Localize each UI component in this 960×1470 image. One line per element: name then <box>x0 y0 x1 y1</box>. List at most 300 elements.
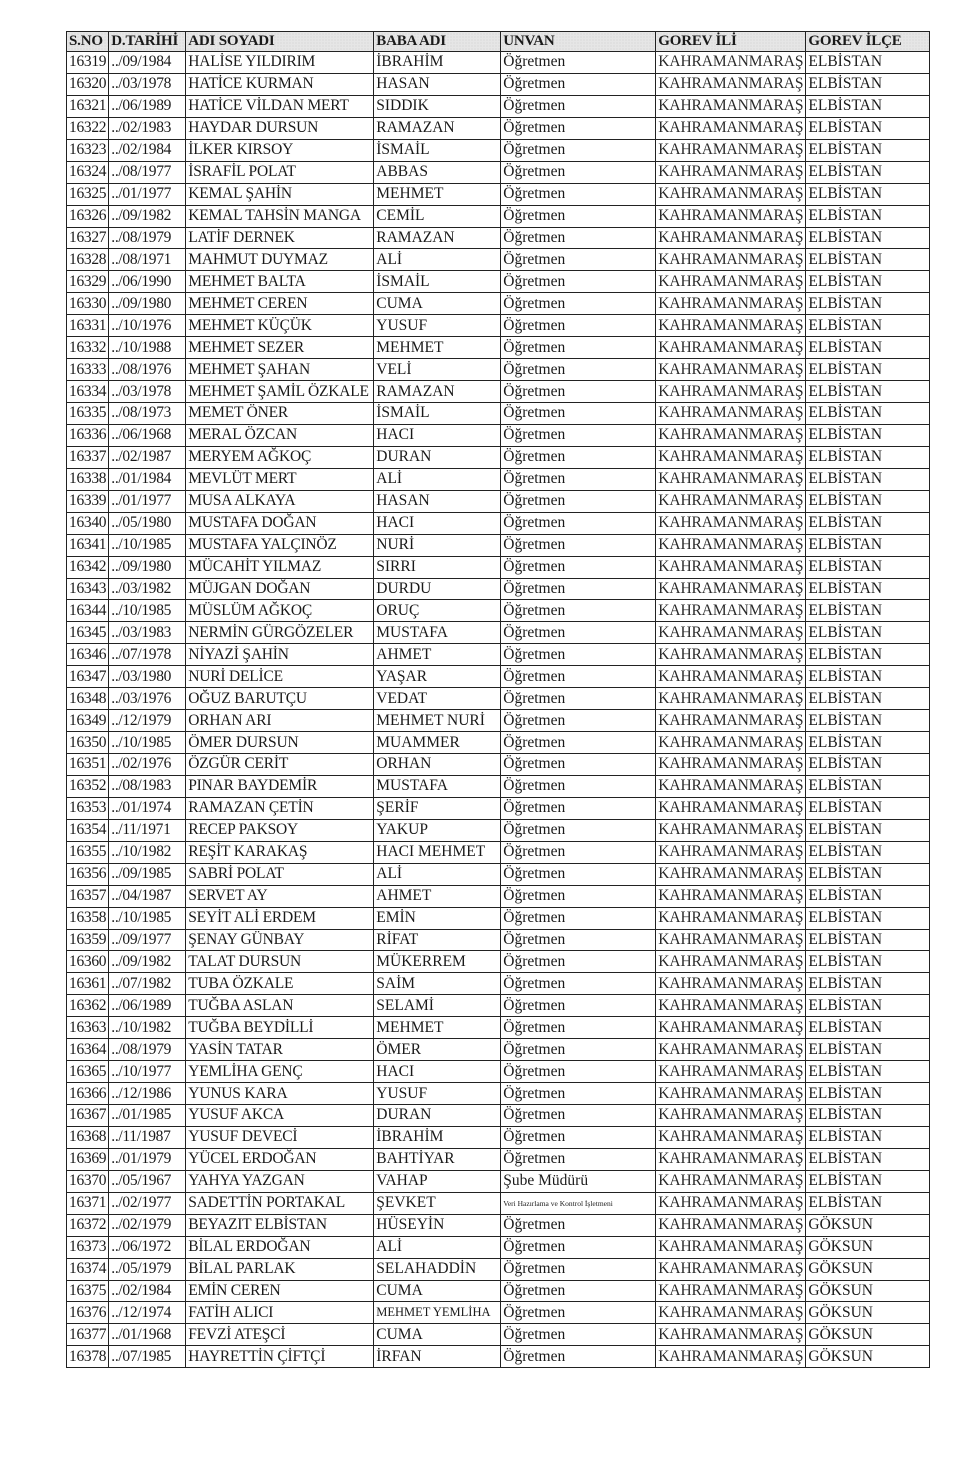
cell-full-name: BEYAZIT ELBİSTAN <box>186 1214 374 1236</box>
cell-province: KAHRAMANMARAŞ <box>656 1039 806 1061</box>
cell-district: GÖKSUN <box>806 1302 930 1324</box>
cell-full-name: HAYRETTİN ÇİFTÇİ <box>186 1346 374 1368</box>
cell-province: KAHRAMANMARAŞ <box>656 732 806 754</box>
cell-district: ELBİSTAN <box>806 1148 930 1170</box>
cell-sno: 16365 <box>67 1061 109 1083</box>
cell-title: Öğretmen <box>501 293 656 315</box>
cell-full-name: MEHMET BALTA <box>186 271 374 293</box>
cell-province: KAHRAMANMARAŞ <box>656 754 806 776</box>
cell-full-name: EMİN CEREN <box>186 1280 374 1302</box>
cell-title: Şube Müdürü <box>501 1170 656 1192</box>
cell-district: ELBİSTAN <box>806 710 930 732</box>
cell-full-name: MUSTAFA YALÇINÖZ <box>186 534 374 556</box>
table-row <box>67 117 930 139</box>
table-row <box>67 754 930 776</box>
cell-full-name: BİLAL ERDOĞAN <box>186 1236 374 1258</box>
cell-birth-date: ../10/1977 <box>109 1061 186 1083</box>
header-province: GOREV İLİ <box>656 32 806 52</box>
cell-father-name: MUSTAFA <box>374 622 501 644</box>
table-row <box>67 1258 930 1280</box>
cell-birth-date: ../10/1985 <box>109 600 186 622</box>
cell-full-name: PINAR BAYDEMİR <box>186 775 374 797</box>
cell-sno: 16349 <box>67 710 109 732</box>
cell-title: Öğretmen <box>501 1324 656 1346</box>
cell-birth-date: ../01/1985 <box>109 1105 186 1127</box>
table-row <box>67 271 930 293</box>
cell-father-name: YAKUP <box>374 819 501 841</box>
cell-full-name: İSRAFİL POLAT <box>186 161 374 183</box>
cell-province: KAHRAMANMARAŞ <box>656 183 806 205</box>
cell-title: Öğretmen <box>501 819 656 841</box>
cell-father-name: RAMAZAN <box>374 381 501 403</box>
cell-title: Öğretmen <box>501 1280 656 1302</box>
cell-district: ELBİSTAN <box>806 666 930 688</box>
cell-birth-date: ../09/1980 <box>109 293 186 315</box>
cell-province: KAHRAMANMARAŞ <box>656 863 806 885</box>
cell-birth-date: ../05/1979 <box>109 1258 186 1280</box>
cell-father-name: MUSTAFA <box>374 775 501 797</box>
cell-full-name: MEVLÜT MERT <box>186 468 374 490</box>
cell-father-name: ORHAN <box>374 754 501 776</box>
cell-birth-date: ../08/1983 <box>109 775 186 797</box>
cell-title: Öğretmen <box>501 710 656 732</box>
cell-sno: 16331 <box>67 315 109 337</box>
cell-full-name: SABRİ POLAT <box>186 863 374 885</box>
cell-birth-date: ../10/1985 <box>109 732 186 754</box>
table-row <box>67 1126 930 1148</box>
header-birth-date: D.TARİHİ <box>109 32 186 52</box>
cell-father-name: ŞEVKET <box>374 1192 501 1214</box>
cell-title: Öğretmen <box>501 337 656 359</box>
cell-title: Öğretmen <box>501 424 656 446</box>
cell-birth-date: ../06/1989 <box>109 95 186 117</box>
cell-title: Öğretmen <box>501 1061 656 1083</box>
cell-birth-date: ../02/1977 <box>109 1192 186 1214</box>
cell-birth-date: ../07/1982 <box>109 973 186 995</box>
cell-province: KAHRAMANMARAŞ <box>656 293 806 315</box>
cell-sno: 16340 <box>67 512 109 534</box>
cell-father-name: MEHMET <box>374 1017 501 1039</box>
cell-title: Öğretmen <box>501 1083 656 1105</box>
cell-birth-date: ../04/1987 <box>109 885 186 907</box>
cell-father-name: HACI <box>374 1061 501 1083</box>
cell-birth-date: ../08/1979 <box>109 1039 186 1061</box>
cell-father-name: ALİ <box>374 249 501 271</box>
cell-province: KAHRAMANMARAŞ <box>656 885 806 907</box>
cell-title: Öğretmen <box>501 666 656 688</box>
cell-district: ELBİSTAN <box>806 73 930 95</box>
table-row <box>67 885 930 907</box>
cell-father-name: RAMAZAN <box>374 227 501 249</box>
cell-sno: 16378 <box>67 1346 109 1368</box>
cell-sno: 16339 <box>67 490 109 512</box>
cell-title: Öğretmen <box>501 1017 656 1039</box>
table-row <box>67 1039 930 1061</box>
cell-district: ELBİSTAN <box>806 644 930 666</box>
cell-title: Öğretmen <box>501 775 656 797</box>
cell-sno: 16342 <box>67 556 109 578</box>
table-row <box>67 929 930 951</box>
cell-birth-date: ../10/1982 <box>109 841 186 863</box>
cell-sno: 16323 <box>67 139 109 161</box>
cell-birth-date: ../03/1982 <box>109 578 186 600</box>
cell-province: KAHRAMANMARAŞ <box>656 907 806 929</box>
cell-province: KAHRAMANMARAŞ <box>656 688 806 710</box>
cell-birth-date: ../08/1971 <box>109 249 186 271</box>
cell-province: KAHRAMANMARAŞ <box>656 644 806 666</box>
cell-full-name: MAHMUT DUYMAZ <box>186 249 374 271</box>
cell-sno: 16377 <box>67 1324 109 1346</box>
cell-father-name: MEHMET NURİ <box>374 710 501 732</box>
header-sno: S.NO <box>67 32 109 52</box>
table-row <box>67 1236 930 1258</box>
cell-father-name: HASAN <box>374 73 501 95</box>
cell-sno: 16319 <box>67 52 109 74</box>
cell-birth-date: ../01/1984 <box>109 468 186 490</box>
header-title: UNVAN <box>501 32 656 52</box>
table-row <box>67 490 930 512</box>
table-row <box>67 512 930 534</box>
table-row <box>67 183 930 205</box>
table-row <box>67 951 930 973</box>
cell-full-name: MEHMET KÜÇÜK <box>186 315 374 337</box>
cell-father-name: MEHMET YEMLİHA <box>374 1302 501 1324</box>
cell-province: KAHRAMANMARAŞ <box>656 1126 806 1148</box>
cell-district: ELBİSTAN <box>806 271 930 293</box>
header-full-name: ADI SOYADI <box>186 32 374 52</box>
cell-district: ELBİSTAN <box>806 183 930 205</box>
cell-district: ELBİSTAN <box>806 424 930 446</box>
cell-province: KAHRAMANMARAŞ <box>656 1214 806 1236</box>
cell-title: Öğretmen <box>501 1105 656 1127</box>
cell-sno: 16329 <box>67 271 109 293</box>
cell-father-name: İBRAHİM <box>374 52 501 74</box>
cell-province: KAHRAMANMARAŞ <box>656 1061 806 1083</box>
cell-province: KAHRAMANMARAŞ <box>656 446 806 468</box>
table-row <box>67 732 930 754</box>
cell-province: KAHRAMANMARAŞ <box>656 381 806 403</box>
table-row <box>67 1192 930 1214</box>
cell-full-name: MUSTAFA DOĞAN <box>186 512 374 534</box>
table-row <box>67 52 930 74</box>
cell-sno: 16321 <box>67 95 109 117</box>
cell-sno: 16367 <box>67 1105 109 1127</box>
cell-district: ELBİSTAN <box>806 249 930 271</box>
cell-sno: 16330 <box>67 293 109 315</box>
cell-sno: 16375 <box>67 1280 109 1302</box>
cell-full-name: MEHMET ŞAHAN <box>186 359 374 381</box>
cell-sno: 16344 <box>67 600 109 622</box>
cell-title: Öğretmen <box>501 732 656 754</box>
cell-father-name: SELAMİ <box>374 995 501 1017</box>
cell-title: Öğretmen <box>501 973 656 995</box>
cell-title: Öğretmen <box>501 797 656 819</box>
cell-birth-date: ../03/1983 <box>109 622 186 644</box>
table-row <box>67 403 930 425</box>
cell-province: KAHRAMANMARAŞ <box>656 622 806 644</box>
cell-father-name: HACI MEHMET <box>374 841 501 863</box>
cell-full-name: MEHMET ŞAMİL ÖZKALE <box>186 381 374 403</box>
cell-sno: 16348 <box>67 688 109 710</box>
cell-title: Öğretmen <box>501 841 656 863</box>
cell-sno: 16358 <box>67 907 109 929</box>
cell-province: KAHRAMANMARAŞ <box>656 249 806 271</box>
cell-full-name: OĞUZ BARUTÇU <box>186 688 374 710</box>
cell-district: ELBİSTAN <box>806 534 930 556</box>
cell-sno: 16372 <box>67 1214 109 1236</box>
cell-birth-date: ../09/1982 <box>109 951 186 973</box>
cell-province: KAHRAMANMARAŞ <box>656 973 806 995</box>
cell-full-name: YASİN TATAR <box>186 1039 374 1061</box>
cell-sno: 16361 <box>67 973 109 995</box>
cell-title: Öğretmen <box>501 117 656 139</box>
cell-province: KAHRAMANMARAŞ <box>656 797 806 819</box>
cell-sno: 16333 <box>67 359 109 381</box>
cell-title: Öğretmen <box>501 183 656 205</box>
table-row <box>67 1324 930 1346</box>
table-row <box>67 1105 930 1127</box>
cell-district: ELBİSTAN <box>806 337 930 359</box>
cell-province: KAHRAMANMARAŞ <box>656 205 806 227</box>
cell-province: KAHRAMANMARAŞ <box>656 1192 806 1214</box>
cell-full-name: HATİCE VİLDAN MERT <box>186 95 374 117</box>
cell-father-name: VEDAT <box>374 688 501 710</box>
table-row <box>67 797 930 819</box>
table-row <box>67 424 930 446</box>
cell-province: KAHRAMANMARAŞ <box>656 52 806 74</box>
cell-birth-date: ../11/1987 <box>109 1126 186 1148</box>
cell-full-name: REŞİT KARAKAŞ <box>186 841 374 863</box>
cell-father-name: CEMİL <box>374 205 501 227</box>
cell-title: Öğretmen <box>501 95 656 117</box>
cell-district: ELBİSTAN <box>806 52 930 74</box>
cell-district: ELBİSTAN <box>806 293 930 315</box>
cell-birth-date: ../02/1984 <box>109 1280 186 1302</box>
cell-full-name: YAHYA YAZGAN <box>186 1170 374 1192</box>
cell-province: KAHRAMANMARAŞ <box>656 841 806 863</box>
cell-province: KAHRAMANMARAŞ <box>656 1324 806 1346</box>
cell-full-name: TUĞBA BEYDİLLİ <box>186 1017 374 1039</box>
table-row <box>67 578 930 600</box>
cell-full-name: MÜJGAN DOĞAN <box>186 578 374 600</box>
cell-father-name: ABBAS <box>374 161 501 183</box>
table-row <box>67 907 930 929</box>
cell-district: ELBİSTAN <box>806 1039 930 1061</box>
cell-province: KAHRAMANMARAŞ <box>656 1148 806 1170</box>
cell-district: ELBİSTAN <box>806 1017 930 1039</box>
cell-title: Öğretmen <box>501 490 656 512</box>
cell-province: KAHRAMANMARAŞ <box>656 819 806 841</box>
cell-title: Öğretmen <box>501 1346 656 1368</box>
table-row <box>67 819 930 841</box>
cell-full-name: SADETTİN PORTAKAL <box>186 1192 374 1214</box>
cell-father-name: İSMAİL <box>374 403 501 425</box>
cell-full-name: BİLAL PARLAK <box>186 1258 374 1280</box>
cell-birth-date: ../01/1977 <box>109 490 186 512</box>
table-row <box>67 1214 930 1236</box>
cell-district: GÖKSUN <box>806 1280 930 1302</box>
cell-birth-date: ../03/1980 <box>109 666 186 688</box>
cell-birth-date: ../08/1976 <box>109 359 186 381</box>
cell-birth-date: ../10/1982 <box>109 1017 186 1039</box>
cell-father-name: RAMAZAN <box>374 117 501 139</box>
cell-district: ELBİSTAN <box>806 117 930 139</box>
cell-title: Öğretmen <box>501 359 656 381</box>
cell-birth-date: ../07/1978 <box>109 644 186 666</box>
cell-father-name: YAŞAR <box>374 666 501 688</box>
cell-title: Öğretmen <box>501 468 656 490</box>
cell-birth-date: ../06/1972 <box>109 1236 186 1258</box>
cell-province: KAHRAMANMARAŞ <box>656 139 806 161</box>
cell-district: ELBİSTAN <box>806 732 930 754</box>
cell-district: GÖKSUN <box>806 1324 930 1346</box>
cell-province: KAHRAMANMARAŞ <box>656 1170 806 1192</box>
cell-sno: 16353 <box>67 797 109 819</box>
cell-full-name: TUĞBA ASLAN <box>186 995 374 1017</box>
cell-full-name: LATİF DERNEK <box>186 227 374 249</box>
cell-sno: 16371 <box>67 1192 109 1214</box>
cell-district: ELBİSTAN <box>806 381 930 403</box>
cell-birth-date: ../07/1985 <box>109 1346 186 1368</box>
table-row <box>67 249 930 271</box>
cell-full-name: KEMAL ŞAHİN <box>186 183 374 205</box>
cell-title: Öğretmen <box>501 885 656 907</box>
cell-birth-date: ../01/1968 <box>109 1324 186 1346</box>
cell-father-name: YUSUF <box>374 315 501 337</box>
table-row <box>67 359 930 381</box>
cell-title: Öğretmen <box>501 556 656 578</box>
cell-full-name: TALAT DURSUN <box>186 951 374 973</box>
cell-sno: 16332 <box>67 337 109 359</box>
cell-birth-date: ../02/1979 <box>109 1214 186 1236</box>
table-row <box>67 863 930 885</box>
cell-title: Öğretmen <box>501 907 656 929</box>
cell-full-name: HAYDAR DURSUN <box>186 117 374 139</box>
cell-sno: 16373 <box>67 1236 109 1258</box>
cell-birth-date: ../05/1967 <box>109 1170 186 1192</box>
cell-full-name: MERYEM AĞKOÇ <box>186 446 374 468</box>
cell-province: KAHRAMANMARAŞ <box>656 490 806 512</box>
cell-father-name: MÜKERREM <box>374 951 501 973</box>
cell-district: ELBİSTAN <box>806 205 930 227</box>
table-row <box>67 600 930 622</box>
cell-full-name: MEHMET CEREN <box>186 293 374 315</box>
cell-title: Öğretmen <box>501 1148 656 1170</box>
cell-father-name: BAHTİYAR <box>374 1148 501 1170</box>
cell-birth-date: ../10/1985 <box>109 907 186 929</box>
table-row <box>67 1170 930 1192</box>
cell-title: Öğretmen <box>501 1126 656 1148</box>
cell-district: GÖKSUN <box>806 1346 930 1368</box>
cell-title: Öğretmen <box>501 446 656 468</box>
cell-father-name: ÖMER <box>374 1039 501 1061</box>
cell-father-name: AHMET <box>374 885 501 907</box>
cell-father-name: MUAMMER <box>374 732 501 754</box>
cell-sno: 16357 <box>67 885 109 907</box>
cell-birth-date: ../02/1987 <box>109 446 186 468</box>
cell-province: KAHRAMANMARAŞ <box>656 775 806 797</box>
cell-birth-date: ../08/1979 <box>109 227 186 249</box>
cell-sno: 16356 <box>67 863 109 885</box>
cell-birth-date: ../09/1982 <box>109 205 186 227</box>
table-row <box>67 1017 930 1039</box>
table-row <box>67 688 930 710</box>
cell-father-name: İSMAİL <box>374 139 501 161</box>
cell-sno: 16370 <box>67 1170 109 1192</box>
cell-father-name: ALİ <box>374 468 501 490</box>
cell-province: KAHRAMANMARAŞ <box>656 95 806 117</box>
cell-birth-date: ../02/1976 <box>109 754 186 776</box>
table-row <box>67 95 930 117</box>
cell-full-name: HATİCE KURMAN <box>186 73 374 95</box>
cell-sno: 16334 <box>67 381 109 403</box>
cell-sno: 16335 <box>67 403 109 425</box>
table-row <box>67 1148 930 1170</box>
cell-full-name: NERMİN GÜRGÖZELER <box>186 622 374 644</box>
cell-title: Öğretmen <box>501 534 656 556</box>
cell-province: KAHRAMANMARAŞ <box>656 315 806 337</box>
table-row <box>67 622 930 644</box>
table-row <box>67 468 930 490</box>
cell-birth-date: ../11/1971 <box>109 819 186 841</box>
cell-sno: 16320 <box>67 73 109 95</box>
cell-father-name: ŞERİF <box>374 797 501 819</box>
cell-sno: 16337 <box>67 446 109 468</box>
cell-province: KAHRAMANMARAŞ <box>656 337 806 359</box>
cell-district: ELBİSTAN <box>806 468 930 490</box>
cell-sno: 16374 <box>67 1258 109 1280</box>
cell-title: Öğretmen <box>501 951 656 973</box>
cell-father-name: AHMET <box>374 644 501 666</box>
cell-sno: 16345 <box>67 622 109 644</box>
cell-full-name: YÜCEL ERDOĞAN <box>186 1148 374 1170</box>
cell-district: ELBİSTAN <box>806 951 930 973</box>
cell-birth-date: ../06/1990 <box>109 271 186 293</box>
cell-province: KAHRAMANMARAŞ <box>656 710 806 732</box>
cell-province: KAHRAMANMARAŞ <box>656 1302 806 1324</box>
cell-sno: 16363 <box>67 1017 109 1039</box>
cell-district: ELBİSTAN <box>806 556 930 578</box>
cell-district: ELBİSTAN <box>806 797 930 819</box>
cell-district: ELBİSTAN <box>806 1105 930 1127</box>
cell-father-name: İBRAHİM <box>374 1126 501 1148</box>
cell-father-name: MEHMET <box>374 337 501 359</box>
cell-title: Öğretmen <box>501 929 656 951</box>
cell-full-name: SERVET AY <box>186 885 374 907</box>
cell-sno: 16336 <box>67 424 109 446</box>
cell-district: ELBİSTAN <box>806 1083 930 1105</box>
cell-birth-date: ../05/1980 <box>109 512 186 534</box>
cell-birth-date: ../10/1988 <box>109 337 186 359</box>
cell-province: KAHRAMANMARAŞ <box>656 359 806 381</box>
cell-province: KAHRAMANMARAŞ <box>656 666 806 688</box>
cell-province: KAHRAMANMARAŞ <box>656 468 806 490</box>
cell-province: KAHRAMANMARAŞ <box>656 73 806 95</box>
cell-full-name: NİYAZİ ŞAHİN <box>186 644 374 666</box>
cell-district: ELBİSTAN <box>806 929 930 951</box>
cell-full-name: ÖMER DURSUN <box>186 732 374 754</box>
cell-full-name: YEMLİHA GENÇ <box>186 1061 374 1083</box>
cell-district: ELBİSTAN <box>806 600 930 622</box>
cell-full-name: İLKER KIRSOY <box>186 139 374 161</box>
cell-father-name: CUMA <box>374 293 501 315</box>
cell-sno: 16325 <box>67 183 109 205</box>
cell-sno: 16326 <box>67 205 109 227</box>
cell-sno: 16368 <box>67 1126 109 1148</box>
cell-father-name: VAHAP <box>374 1170 501 1192</box>
cell-full-name: YUSUF AKCA <box>186 1105 374 1127</box>
cell-province: KAHRAMANMARAŞ <box>656 271 806 293</box>
